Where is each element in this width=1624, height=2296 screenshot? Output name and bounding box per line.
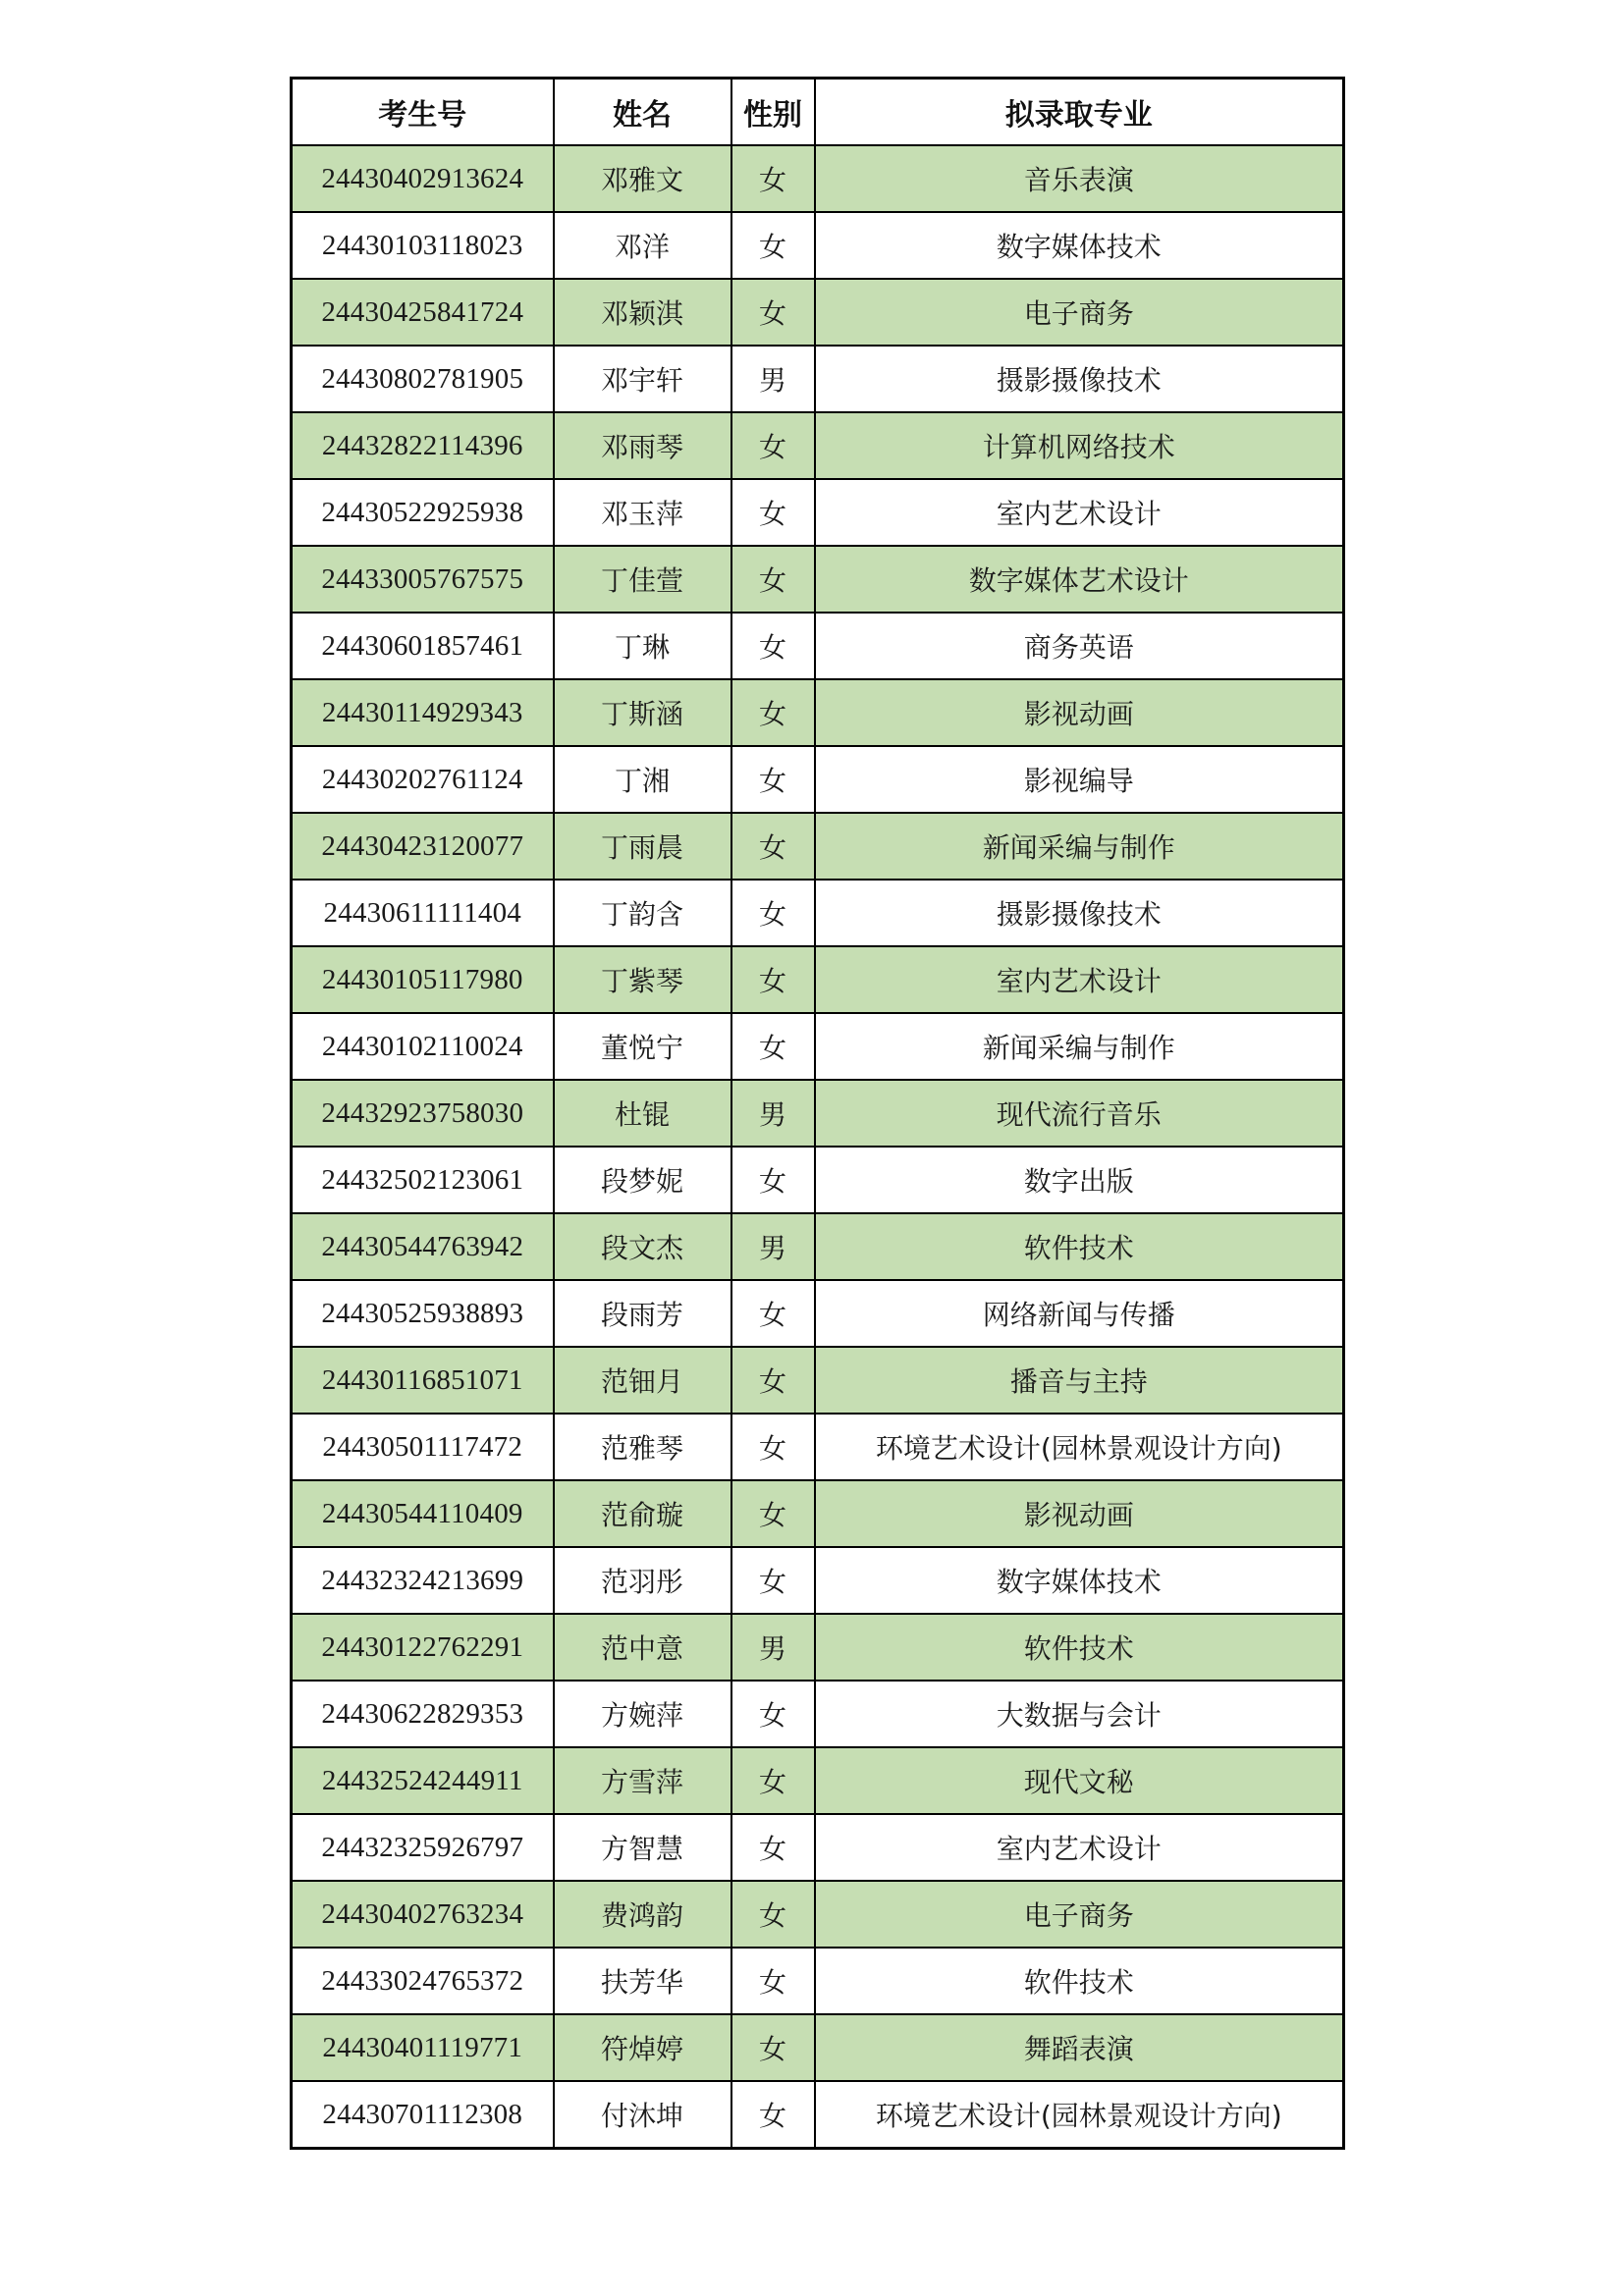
candidate-id-cell: 24432923758030 [292, 1080, 554, 1147]
gender-cell: 女 [731, 1814, 815, 1881]
table-row [292, 279, 1344, 346]
gender-cell: 女 [731, 679, 815, 746]
table-row [292, 880, 1344, 946]
major-cell: 摄影摄像技术 [815, 880, 1344, 946]
table-header-row [292, 79, 1344, 146]
candidate-id-cell: 24430425841724 [292, 279, 554, 346]
table-row [292, 946, 1344, 1013]
major-cell: 电子商务 [815, 1881, 1344, 1948]
major-cell: 室内艺术设计 [815, 1814, 1344, 1881]
candidate-id-cell: 24430701112308 [292, 2081, 554, 2149]
candidate-id-cell: 24433005767575 [292, 546, 554, 613]
candidate-id-cell: 24430202761124 [292, 746, 554, 813]
student-name-cell: 丁雨晨 [554, 813, 731, 880]
table-row [292, 1080, 1344, 1147]
student-name-cell: 丁湘 [554, 746, 731, 813]
student-name-cell: 方智慧 [554, 1814, 731, 1881]
table-row [292, 1681, 1344, 1747]
gender-cell: 女 [731, 613, 815, 679]
student-name-cell: 邓宇轩 [554, 346, 731, 412]
major-cell: 摄影摄像技术 [815, 346, 1344, 412]
major-cell: 室内艺术设计 [815, 479, 1344, 546]
header-major: 拟录取专业 [815, 79, 1344, 146]
candidate-id-cell: 24430116851071 [292, 1347, 554, 1414]
student-name-cell: 符焯婷 [554, 2014, 731, 2081]
gender-cell: 女 [731, 1681, 815, 1747]
student-name-cell: 丁韵含 [554, 880, 731, 946]
student-name-cell: 丁佳萱 [554, 546, 731, 613]
student-name-cell: 邓颖淇 [554, 279, 731, 346]
gender-cell: 女 [731, 946, 815, 1013]
major-cell: 舞蹈表演 [815, 2014, 1344, 2081]
student-name-cell: 段梦妮 [554, 1147, 731, 1213]
table-row [292, 1948, 1344, 2014]
candidate-id-cell: 24430103118023 [292, 212, 554, 279]
student-name-cell: 杜锟 [554, 1080, 731, 1147]
major-cell: 网络新闻与传播 [815, 1280, 1344, 1347]
major-cell: 播音与主持 [815, 1347, 1344, 1414]
candidate-id-cell: 24430601857461 [292, 613, 554, 679]
candidate-id-cell: 24430423120077 [292, 813, 554, 880]
table-row [292, 546, 1344, 613]
student-name-cell: 丁斯涵 [554, 679, 731, 746]
table-row [292, 1814, 1344, 1881]
major-cell: 影视动画 [815, 1480, 1344, 1547]
major-cell: 数字媒体技术 [815, 212, 1344, 279]
table-row [292, 1414, 1344, 1480]
major-cell: 商务英语 [815, 613, 1344, 679]
table-row [292, 746, 1344, 813]
gender-cell: 女 [731, 1280, 815, 1347]
gender-cell: 女 [731, 1948, 815, 2014]
major-cell: 软件技术 [815, 1213, 1344, 1280]
candidate-id-cell: 24430611111404 [292, 880, 554, 946]
candidate-id-cell: 24430544763942 [292, 1213, 554, 1280]
student-name-cell: 董悦宁 [554, 1013, 731, 1080]
candidate-id-cell: 24430525938893 [292, 1280, 554, 1347]
gender-cell: 男 [731, 1080, 815, 1147]
student-name-cell: 邓雨琴 [554, 412, 731, 479]
gender-cell: 女 [731, 746, 815, 813]
gender-cell: 女 [731, 1747, 815, 1814]
candidate-id-cell: 24430105117980 [292, 946, 554, 1013]
gender-cell: 女 [731, 2081, 815, 2149]
gender-cell: 女 [731, 2014, 815, 2081]
candidate-id-cell: 24432502123061 [292, 1147, 554, 1213]
candidate-id-cell: 24430402913624 [292, 145, 554, 212]
major-cell: 室内艺术设计 [815, 946, 1344, 1013]
table-row [292, 1547, 1344, 1614]
candidate-id-cell: 24432524244911 [292, 1747, 554, 1814]
table-row [292, 1213, 1344, 1280]
major-cell: 影视编导 [815, 746, 1344, 813]
table-row [292, 1013, 1344, 1080]
major-cell: 新闻采编与制作 [815, 813, 1344, 880]
table-row [292, 1147, 1344, 1213]
table-row [292, 2081, 1344, 2149]
table-row [292, 412, 1344, 479]
gender-cell: 女 [731, 1547, 815, 1614]
major-cell: 大数据与会计 [815, 1681, 1344, 1747]
student-name-cell: 费鸿韵 [554, 1881, 731, 1948]
table-row [292, 613, 1344, 679]
student-name-cell: 方婉萍 [554, 1681, 731, 1747]
student-name-cell: 段文杰 [554, 1213, 731, 1280]
major-cell: 软件技术 [815, 1948, 1344, 2014]
gender-cell: 女 [731, 1414, 815, 1480]
student-name-cell: 丁琳 [554, 613, 731, 679]
table-row [292, 679, 1344, 746]
gender-cell: 女 [731, 546, 815, 613]
table-row [292, 1280, 1344, 1347]
header-candidate-id: 考生号 [292, 79, 554, 146]
gender-cell: 女 [731, 1147, 815, 1213]
gender-cell: 女 [731, 145, 815, 212]
gender-cell: 女 [731, 1480, 815, 1547]
table-row [292, 145, 1344, 212]
gender-cell: 男 [731, 1614, 815, 1681]
admission-table [290, 77, 1345, 2150]
major-cell: 音乐表演 [815, 145, 1344, 212]
candidate-id-cell: 24432324213699 [292, 1547, 554, 1614]
gender-cell: 女 [731, 1347, 815, 1414]
major-cell: 计算机网络技术 [815, 412, 1344, 479]
major-cell: 电子商务 [815, 279, 1344, 346]
table-row [292, 813, 1344, 880]
major-cell: 现代文秘 [815, 1747, 1344, 1814]
student-name-cell: 扶芳华 [554, 1948, 731, 2014]
gender-cell: 女 [731, 813, 815, 880]
candidate-id-cell: 24432822114396 [292, 412, 554, 479]
major-cell: 软件技术 [815, 1614, 1344, 1681]
gender-cell: 女 [731, 212, 815, 279]
table-body [292, 145, 1344, 2149]
gender-cell: 女 [731, 880, 815, 946]
header-name: 姓名 [554, 79, 731, 146]
student-name-cell: 范中意 [554, 1614, 731, 1681]
table-row [292, 1480, 1344, 1547]
table-row [292, 479, 1344, 546]
student-name-cell: 邓玉萍 [554, 479, 731, 546]
candidate-id-cell: 24430522925938 [292, 479, 554, 546]
student-name-cell: 邓洋 [554, 212, 731, 279]
major-cell: 环境艺术设计(园林景观设计方向) [815, 2081, 1344, 2149]
table-row [292, 1614, 1344, 1681]
student-name-cell: 段雨芳 [554, 1280, 731, 1347]
gender-cell: 男 [731, 346, 815, 412]
student-name-cell: 邓雅文 [554, 145, 731, 212]
gender-cell: 女 [731, 1881, 815, 1948]
candidate-id-cell: 24430114929343 [292, 679, 554, 746]
table-row [292, 1347, 1344, 1414]
student-name-cell: 范羽彤 [554, 1547, 731, 1614]
major-cell: 影视动画 [815, 679, 1344, 746]
gender-cell: 女 [731, 1013, 815, 1080]
major-cell: 现代流行音乐 [815, 1080, 1344, 1147]
student-name-cell: 方雪萍 [554, 1747, 731, 1814]
student-name-cell: 范钿月 [554, 1347, 731, 1414]
candidate-id-cell: 24432325926797 [292, 1814, 554, 1881]
gender-cell: 女 [731, 279, 815, 346]
table-row [292, 2014, 1344, 2081]
major-cell: 数字出版 [815, 1147, 1344, 1213]
candidate-id-cell: 24430622829353 [292, 1681, 554, 1747]
header-gender: 性别 [731, 79, 815, 146]
admission-list-sheet [290, 77, 1342, 2150]
candidate-id-cell: 24430501117472 [292, 1414, 554, 1480]
student-name-cell: 付沐坤 [554, 2081, 731, 2149]
major-cell: 数字媒体艺术设计 [815, 546, 1344, 613]
candidate-id-cell: 24430401119771 [292, 2014, 554, 2081]
gender-cell: 男 [731, 1213, 815, 1280]
candidate-id-cell: 24433024765372 [292, 1948, 554, 2014]
table-row [292, 1747, 1344, 1814]
candidate-id-cell: 24430402763234 [292, 1881, 554, 1948]
candidate-id-cell: 24430122762291 [292, 1614, 554, 1681]
table-row [292, 346, 1344, 412]
table-row [292, 1881, 1344, 1948]
student-name-cell: 范俞璇 [554, 1480, 731, 1547]
candidate-id-cell: 24430802781905 [292, 346, 554, 412]
table-row [292, 212, 1344, 279]
candidate-id-cell: 24430544110409 [292, 1480, 554, 1547]
major-cell: 数字媒体技术 [815, 1547, 1344, 1614]
student-name-cell: 范雅琴 [554, 1414, 731, 1480]
major-cell: 新闻采编与制作 [815, 1013, 1344, 1080]
gender-cell: 女 [731, 479, 815, 546]
student-name-cell: 丁紫琴 [554, 946, 731, 1013]
candidate-id-cell: 24430102110024 [292, 1013, 554, 1080]
major-cell: 环境艺术设计(园林景观设计方向) [815, 1414, 1344, 1480]
gender-cell: 女 [731, 412, 815, 479]
